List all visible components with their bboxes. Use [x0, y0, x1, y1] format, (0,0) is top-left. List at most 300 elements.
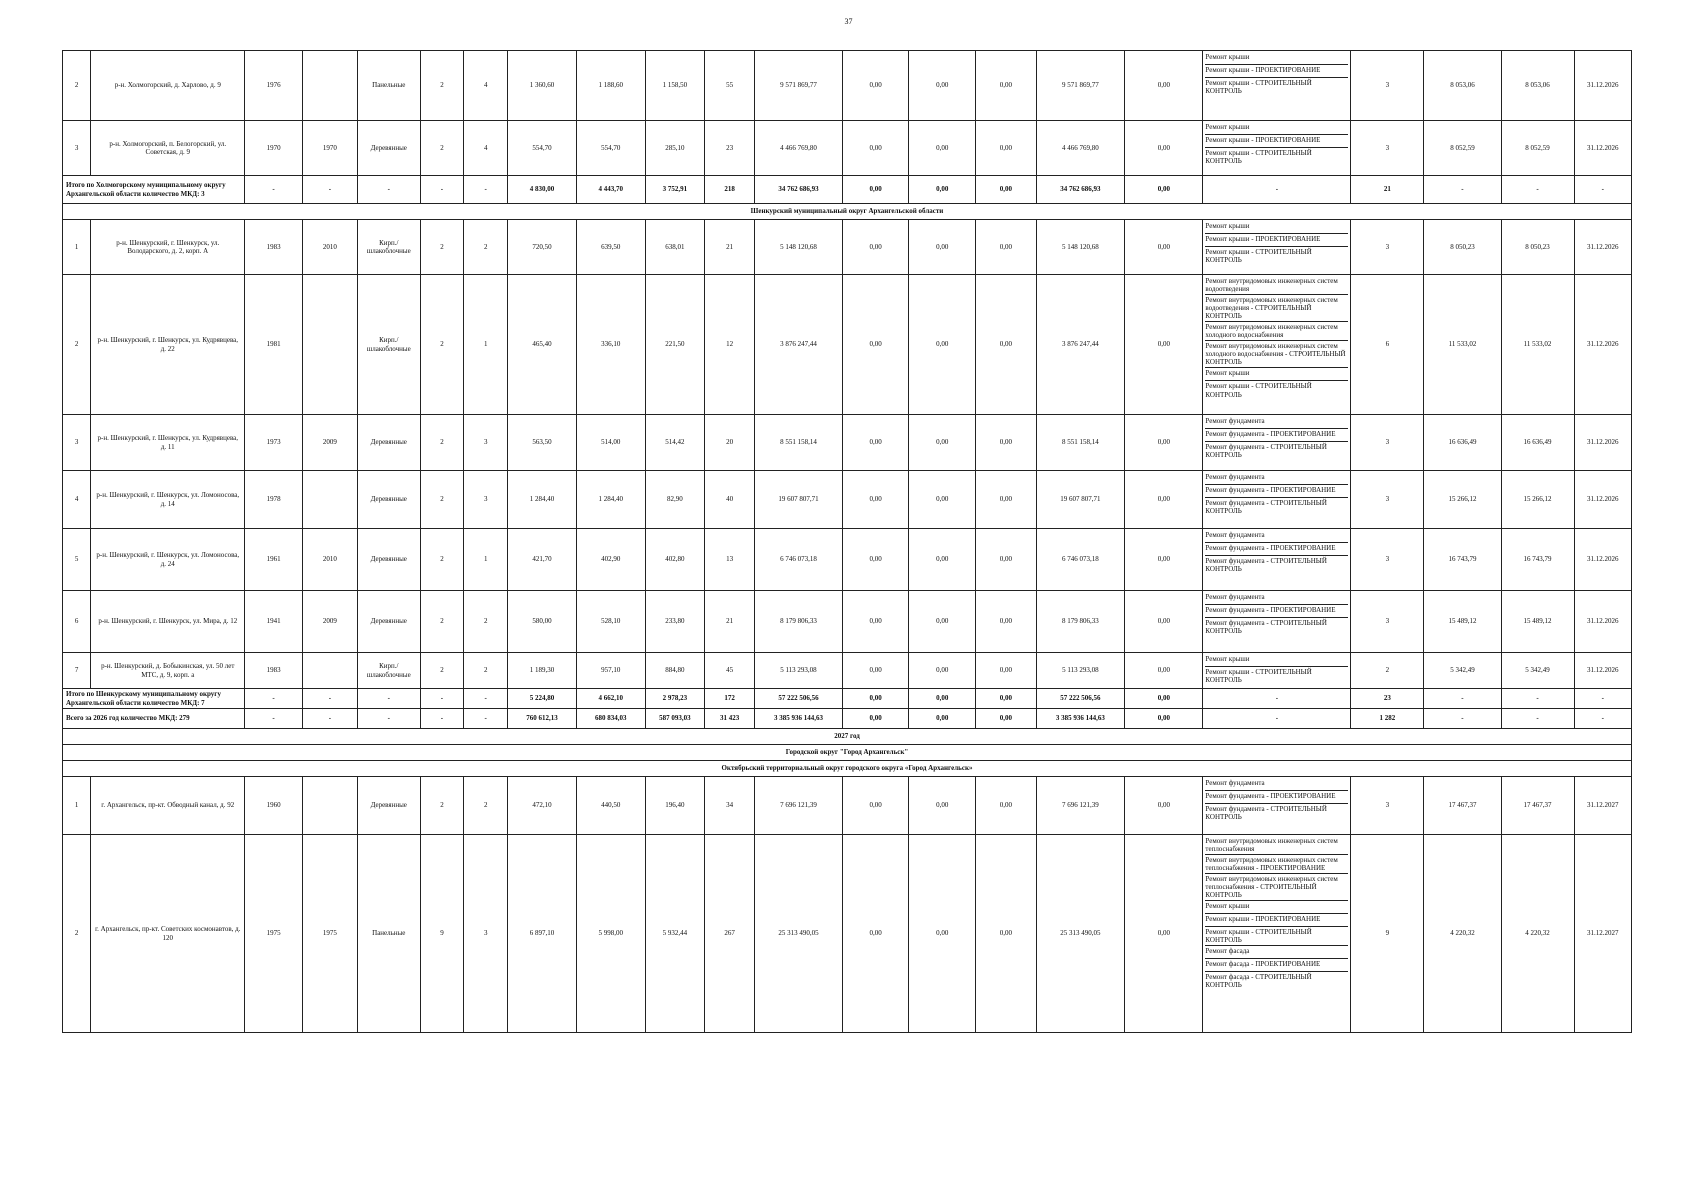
cell-f4: 19 607 807,71	[1036, 471, 1125, 529]
cell-f1: 0,00	[842, 415, 909, 471]
cell-people: 20	[705, 415, 755, 471]
total-label: Всего за 2026 год количество МКД: 279	[63, 709, 245, 729]
cell-year-cap: 2010	[302, 220, 357, 275]
cell-entrances: 2	[464, 653, 508, 689]
row-number: 1	[63, 220, 91, 275]
cell-s-total: 421,70	[508, 529, 577, 591]
unit-cost-limit: 16 636,49	[1424, 415, 1501, 471]
works-list	[1205, 592, 1348, 636]
total-f1: 0,00	[842, 709, 909, 729]
total-f5: 0,00	[1125, 176, 1203, 204]
section-year: 2027 год	[63, 729, 1632, 745]
cell-year-cap: 1975	[302, 835, 357, 1033]
total-f3: 0,00	[976, 689, 1036, 709]
cell-f2: 0,00	[909, 121, 976, 176]
total-dash: -	[245, 176, 302, 204]
total-dash: -	[358, 689, 421, 709]
unit-cost-limit: 15 266,12	[1424, 471, 1501, 529]
total-dash: -	[1501, 176, 1574, 204]
cell-s-total: 563,50	[508, 415, 577, 471]
total-f2: 0,00	[909, 176, 976, 204]
cell-entrances: 4	[464, 51, 508, 121]
cell-entrances: 2	[464, 220, 508, 275]
total-people: 31 423	[705, 709, 755, 729]
work-item: Ремонт фундамента - ПРОЕКТИРОВАНИЕ	[1205, 791, 1348, 804]
total-dash: -	[464, 689, 508, 709]
cell-f4: 25 313 490,05	[1036, 835, 1125, 1033]
cell-f5: 0,00	[1125, 835, 1203, 1033]
cell-f3: 0,00	[976, 591, 1036, 653]
cell-f3: 0,00	[976, 121, 1036, 176]
total-dash: -	[464, 176, 508, 204]
works-count: 3	[1351, 591, 1424, 653]
cell-s-res: 5 932,44	[645, 835, 704, 1033]
total-s-living: 4 662,10	[576, 689, 645, 709]
total-dash: -	[420, 176, 464, 204]
cell-f3: 0,00	[976, 471, 1036, 529]
works-cell	[1203, 529, 1351, 591]
row-number: 2	[63, 835, 91, 1033]
unit-cost-max: 8 052,59	[1501, 121, 1574, 176]
total-f3: 0,00	[976, 709, 1036, 729]
address-cell: г. Архангельск, пр-кт. Обводный канал, д. 92	[91, 777, 245, 835]
cell-floors: 2	[420, 653, 464, 689]
table-row	[63, 591, 1632, 653]
cell-material: Кирп./шлакоблочные	[358, 220, 421, 275]
total-f4: 3 385 936 144,63	[1036, 709, 1125, 729]
cell-f3: 0,00	[976, 415, 1036, 471]
works-list	[1205, 836, 1348, 991]
cell-material: Деревянные	[358, 415, 421, 471]
cell-f2: 0,00	[909, 220, 976, 275]
total-label: Итого по Холмогорскому муниципальному округу Архангельской области количество МКД: 3	[63, 176, 245, 204]
table-row	[63, 777, 1632, 835]
section-shenkursk: Шенкурский муниципальный округ Архангельской области	[63, 204, 1632, 220]
total-s-living: 680 834,03	[576, 709, 645, 729]
cell-f2: 0,00	[909, 835, 976, 1033]
cell-s-living: 440,50	[576, 777, 645, 835]
cell-f5: 0,00	[1125, 51, 1203, 121]
total-s-total: 5 224,80	[508, 689, 577, 709]
total-f1: 0,00	[842, 689, 909, 709]
work-item: Ремонт крыши - СТРОИТЕЛЬНЫЙ КОНТРОЛЬ	[1205, 248, 1312, 265]
work-item: Ремонт внутридомовых инженерных систем теплоснабжения - ПРОЕКТИРОВАНИЕ	[1205, 855, 1348, 874]
total-dash: -	[1424, 689, 1501, 709]
works-count: 2	[1351, 653, 1424, 689]
work-item: Ремонт крыши	[1205, 654, 1348, 667]
completion-date: 31.12.2026	[1574, 275, 1631, 415]
section-district: Октябрьский территориальный округ городского округа «Город Архангельск»	[63, 761, 1632, 777]
table-row	[63, 835, 1632, 1033]
cell-f5: 0,00	[1125, 653, 1203, 689]
table-row	[63, 121, 1632, 176]
total-dash: -	[302, 689, 357, 709]
cell-year-cap	[302, 471, 357, 529]
cell-people: 23	[705, 121, 755, 176]
cell-f2: 0,00	[909, 591, 976, 653]
work-item: Ремонт фундамента - СТРОИТЕЛЬНЫЙ КОНТРОЛЬ	[1205, 805, 1327, 822]
cell-f1: 0,00	[842, 275, 909, 415]
cell-f5: 0,00	[1125, 471, 1203, 529]
cell-s-res: 82,90	[645, 471, 704, 529]
works-count: 3	[1351, 220, 1424, 275]
cell-f4: 7 696 121,39	[1036, 777, 1125, 835]
total-f2: 0,00	[909, 689, 976, 709]
cell-f1: 0,00	[842, 529, 909, 591]
cell-people: 21	[705, 220, 755, 275]
cell-f5: 0,00	[1125, 415, 1203, 471]
works-count: 3	[1351, 51, 1424, 121]
cell-material: Деревянные	[358, 471, 421, 529]
unit-cost-limit: 8 053,06	[1424, 51, 1501, 121]
work-item: Ремонт фундамента	[1205, 472, 1348, 485]
cell-floors: 2	[420, 51, 464, 121]
total-dash: -	[420, 689, 464, 709]
total-dash: -	[245, 689, 302, 709]
works-cell	[1203, 220, 1351, 275]
total-dash: -	[1574, 176, 1631, 204]
page-number: 37	[844, 17, 853, 26]
unit-cost-max: 5 342,49	[1501, 653, 1574, 689]
works-list	[1205, 416, 1348, 460]
cell-s-res: 1 158,50	[645, 51, 704, 121]
works-count: 3	[1351, 777, 1424, 835]
cell-entrances: 1	[464, 275, 508, 415]
works-cell	[1203, 121, 1351, 176]
table-row	[63, 415, 1632, 471]
cell-year-cap	[302, 653, 357, 689]
cell-f4: 9 571 869,77	[1036, 51, 1125, 121]
total-s-res: 3 752,91	[645, 176, 704, 204]
work-item: Ремонт крыши	[1205, 122, 1348, 135]
total-dash: -	[1501, 689, 1574, 709]
cell-f5: 0,00	[1125, 529, 1203, 591]
total-dash: -	[245, 709, 302, 729]
total-f4: 57 222 506,56	[1036, 689, 1125, 709]
works-cell	[1203, 471, 1351, 529]
address-cell: р-н. Шенкурский, г. Шенкурск, ул. Володарского, д. 2, корп. А	[91, 220, 245, 275]
cell-s-total: 580,00	[508, 591, 577, 653]
cell-year-cap: 2009	[302, 591, 357, 653]
unit-cost-limit: 16 743,79	[1424, 529, 1501, 591]
total-s-total: 760 612,13	[508, 709, 577, 729]
cell-f2: 0,00	[909, 415, 976, 471]
cell-year-cap	[302, 51, 357, 121]
address-cell: р-н. Шенкурский, г. Шенкурск, ул. Ломоносова, д. 14	[91, 471, 245, 529]
total-dash: -	[1574, 709, 1631, 729]
row-number: 3	[63, 121, 91, 176]
cell-year: 1961	[245, 529, 302, 591]
cell-year: 1983	[245, 220, 302, 275]
section-row	[63, 729, 1632, 745]
completion-date: 31.12.2027	[1574, 777, 1631, 835]
cell-floors: 2	[420, 529, 464, 591]
cell-f4: 5 113 293,08	[1036, 653, 1125, 689]
total-f3: 0,00	[976, 176, 1036, 204]
address-cell: р-н. Холмогорский, п. Белогорский, ул. Советская, д. 9	[91, 121, 245, 176]
total-f5: 0,00	[1125, 709, 1203, 729]
works-list	[1205, 472, 1348, 516]
cell-s-res: 233,80	[645, 591, 704, 653]
cell-entrances: 3	[464, 835, 508, 1033]
cell-s-total: 1 189,30	[508, 653, 577, 689]
work-item: Ремонт крыши - ПРОЕКТИРОВАНИЕ	[1205, 65, 1348, 78]
cell-cost: 19 607 807,71	[755, 471, 843, 529]
section-row	[63, 761, 1632, 777]
total-dash: -	[302, 176, 357, 204]
cell-material: Деревянные	[358, 591, 421, 653]
cell-s-total: 465,40	[508, 275, 577, 415]
work-item: Ремонт внутридомовых инженерных систем холодного водоснабжения - СТРОИТЕЛЬНЫЙ КОНТРОЛЬ	[1205, 341, 1348, 368]
cell-year: 1960	[245, 777, 302, 835]
cell-cost: 8 551 158,14	[755, 415, 843, 471]
cell-people: 267	[705, 835, 755, 1033]
cell-year: 1941	[245, 591, 302, 653]
cell-floors: 2	[420, 121, 464, 176]
cell-f2: 0,00	[909, 275, 976, 415]
cell-year: 1978	[245, 471, 302, 529]
work-item: Ремонт крыши	[1205, 368, 1348, 381]
total-dash: -	[1424, 709, 1501, 729]
total-f4: 34 762 686,93	[1036, 176, 1125, 204]
work-item: Ремонт крыши - СТРОИТЕЛЬНЫЙ КОНТРОЛЬ	[1205, 79, 1312, 96]
cell-year: 1976	[245, 51, 302, 121]
works-cell	[1203, 415, 1351, 471]
cell-s-total: 472,10	[508, 777, 577, 835]
cell-s-total: 6 897,10	[508, 835, 577, 1033]
table-row	[63, 51, 1632, 121]
total-dash: -	[1203, 709, 1351, 729]
unit-cost-max: 15 266,12	[1501, 471, 1574, 529]
cell-year: 1975	[245, 835, 302, 1033]
cell-material: Панельные	[358, 51, 421, 121]
work-item: Ремонт внутридомовых инженерных систем водоотведения	[1205, 276, 1348, 295]
cell-s-total: 1 360,60	[508, 51, 577, 121]
section-row	[63, 745, 1632, 761]
cell-f2: 0,00	[909, 529, 976, 591]
total-dash: -	[1203, 176, 1351, 204]
cell-cost: 3 876 247,44	[755, 275, 843, 415]
total-s-total: 4 830,00	[508, 176, 577, 204]
work-item: Ремонт фундамента	[1205, 530, 1348, 543]
cell-f4: 6 746 073,18	[1036, 529, 1125, 591]
work-item: Ремонт фундамента - СТРОИТЕЛЬНЫЙ КОНТРОЛЬ	[1205, 499, 1327, 516]
cell-f1: 0,00	[842, 591, 909, 653]
work-item: Ремонт фасада - ПРОЕКТИРОВАНИЕ	[1205, 959, 1348, 972]
work-item: Ремонт крыши - СТРОИТЕЛЬНЫЙ КОНТРОЛЬ	[1205, 382, 1312, 399]
cell-cost: 7 696 121,39	[755, 777, 843, 835]
work-item: Ремонт внутридомовых инженерных систем теплоснабжения	[1205, 836, 1348, 855]
cell-entrances: 2	[464, 777, 508, 835]
completion-date: 31.12.2026	[1574, 415, 1631, 471]
works-count: 9	[1351, 835, 1424, 1033]
works-list	[1205, 221, 1348, 265]
work-item: Ремонт крыши - ПРОЕКТИРОВАНИЕ	[1205, 914, 1348, 927]
total-works-count: 1 282	[1351, 709, 1424, 729]
cell-year: 1981	[245, 275, 302, 415]
total-s-living: 4 443,70	[576, 176, 645, 204]
cell-people: 12	[705, 275, 755, 415]
cell-floors: 2	[420, 777, 464, 835]
works-list	[1205, 276, 1348, 400]
total-f1: 0,00	[842, 176, 909, 204]
cell-f3: 0,00	[976, 220, 1036, 275]
total-f2: 0,00	[909, 709, 976, 729]
cell-s-total: 1 284,40	[508, 471, 577, 529]
unit-cost-limit: 15 489,12	[1424, 591, 1501, 653]
cell-f1: 0,00	[842, 220, 909, 275]
total-people: 172	[705, 689, 755, 709]
unit-cost-limit: 4 220,32	[1424, 835, 1501, 1033]
completion-date: 31.12.2026	[1574, 529, 1631, 591]
work-item: Ремонт крыши - СТРОИТЕЛЬНЫЙ КОНТРОЛЬ	[1205, 927, 1348, 946]
unit-cost-max: 11 533,02	[1501, 275, 1574, 415]
works-count: 3	[1351, 529, 1424, 591]
unit-cost-limit: 8 050,23	[1424, 220, 1501, 275]
work-item: Ремонт крыши - ПРОЕКТИРОВАНИЕ	[1205, 135, 1348, 148]
completion-date: 31.12.2026	[1574, 471, 1631, 529]
work-item: Ремонт крыши	[1205, 221, 1348, 234]
cell-f3: 0,00	[976, 777, 1036, 835]
total-people: 218	[705, 176, 755, 204]
address-cell: р-н. Холмогорский, д. Харлово, д. 9	[91, 51, 245, 121]
works-list	[1205, 122, 1348, 166]
table-row	[63, 471, 1632, 529]
cell-s-living: 5 998,00	[576, 835, 645, 1033]
works-count: 3	[1351, 415, 1424, 471]
cell-cost: 25 313 490,05	[755, 835, 843, 1033]
cell-f2: 0,00	[909, 51, 976, 121]
completion-date: 31.12.2026	[1574, 51, 1631, 121]
cell-f3: 0,00	[976, 51, 1036, 121]
cell-material: Деревянные	[358, 777, 421, 835]
cell-f4: 8 551 158,14	[1036, 415, 1125, 471]
completion-date: 31.12.2026	[1574, 220, 1631, 275]
cell-f1: 0,00	[842, 121, 909, 176]
work-item: Ремонт внутридомовых инженерных систем теплоснабжения - СТРОИТЕЛЬНЫЙ КОНТРОЛЬ	[1205, 874, 1348, 901]
total-cost: 34 762 686,93	[755, 176, 843, 204]
cell-f5: 0,00	[1125, 121, 1203, 176]
cell-floors: 2	[420, 220, 464, 275]
table-row	[63, 220, 1632, 275]
cell-cost: 9 571 869,77	[755, 51, 843, 121]
cell-f3: 0,00	[976, 835, 1036, 1033]
cell-year: 1970	[245, 121, 302, 176]
row-number: 6	[63, 591, 91, 653]
work-item: Ремонт фундамента	[1205, 592, 1348, 605]
total-row	[63, 176, 1632, 204]
cell-s-res: 514,42	[645, 415, 704, 471]
cell-year-cap: 2009	[302, 415, 357, 471]
work-item: Ремонт фундамента - ПРОЕКТИРОВАНИЕ	[1205, 485, 1348, 498]
cell-f5: 0,00	[1125, 591, 1203, 653]
unit-cost-max: 16 743,79	[1501, 529, 1574, 591]
work-item: Ремонт фундамента - СТРОИТЕЛЬНЫЙ КОНТРОЛЬ	[1205, 557, 1327, 574]
cell-material: Деревянные	[358, 529, 421, 591]
cell-cost: 4 466 769,80	[755, 121, 843, 176]
cell-s-living: 639,50	[576, 220, 645, 275]
work-item: Ремонт крыши	[1205, 52, 1348, 65]
row-number: 2	[63, 275, 91, 415]
cell-floors: 2	[420, 275, 464, 415]
capital-repair-table	[62, 50, 1632, 1033]
cell-cost: 5 148 120,68	[755, 220, 843, 275]
cell-people: 40	[705, 471, 755, 529]
cell-f3: 0,00	[976, 529, 1036, 591]
unit-cost-max: 16 636,49	[1501, 415, 1574, 471]
unit-cost-max: 8 050,23	[1501, 220, 1574, 275]
cell-s-res: 402,80	[645, 529, 704, 591]
cell-s-res: 221,50	[645, 275, 704, 415]
work-item: Ремонт фундамента - СТРОИТЕЛЬНЫЙ КОНТРОЛЬ	[1205, 619, 1327, 636]
cell-f4: 3 876 247,44	[1036, 275, 1125, 415]
unit-cost-limit: 8 052,59	[1424, 121, 1501, 176]
cell-f1: 0,00	[842, 653, 909, 689]
work-item: Ремонт фундамента - ПРОЕКТИРОВАНИЕ	[1205, 429, 1348, 442]
works-cell	[1203, 835, 1351, 1033]
works-count: 3	[1351, 471, 1424, 529]
address-cell: р-н. Шенкурский, г. Шенкурск, ул. Ломоносова, д. 24	[91, 529, 245, 591]
cell-entrances: 3	[464, 471, 508, 529]
work-item: Ремонт фасада - СТРОИТЕЛЬНЫЙ КОНТРОЛЬ	[1205, 973, 1312, 990]
cell-cost: 6 746 073,18	[755, 529, 843, 591]
cell-s-total: 720,50	[508, 220, 577, 275]
address-cell: р-н. Шенкурский, г. Шенкурск, ул. Кудрявцева, д. 22	[91, 275, 245, 415]
cell-s-total: 554,70	[508, 121, 577, 176]
row-number: 3	[63, 415, 91, 471]
cell-f1: 0,00	[842, 777, 909, 835]
total-s-res: 2 978,23	[645, 689, 704, 709]
total-works-count: 21	[1351, 176, 1424, 204]
address-cell: р-н. Шенкурский, д. Бобыкинская, ул. 50 лет МТС, д. 9, корп. а	[91, 653, 245, 689]
cell-s-living: 1 284,40	[576, 471, 645, 529]
completion-date: 31.12.2026	[1574, 121, 1631, 176]
cell-people: 34	[705, 777, 755, 835]
cell-s-res: 884,80	[645, 653, 704, 689]
works-list	[1205, 530, 1348, 574]
cell-cost: 8 179 806,33	[755, 591, 843, 653]
total-dash: -	[420, 709, 464, 729]
cell-f2: 0,00	[909, 471, 976, 529]
cell-entrances: 1	[464, 529, 508, 591]
total-dash: -	[464, 709, 508, 729]
address-cell: р-н. Шенкурский, г. Шенкурск, ул. Мира, д. 12	[91, 591, 245, 653]
table-row	[63, 275, 1632, 415]
cell-floors: 2	[420, 591, 464, 653]
cell-s-living: 514,00	[576, 415, 645, 471]
cell-f2: 0,00	[909, 653, 976, 689]
address-cell: г. Архангельск, пр-кт. Советских космонавтов, д. 120	[91, 835, 245, 1033]
total-row	[63, 709, 1632, 729]
row-number: 4	[63, 471, 91, 529]
cell-s-living: 957,10	[576, 653, 645, 689]
cell-s-res: 638,01	[645, 220, 704, 275]
total-dash: -	[1203, 689, 1351, 709]
unit-cost-limit: 17 467,37	[1424, 777, 1501, 835]
cell-f1: 0,00	[842, 835, 909, 1033]
cell-floors: 2	[420, 415, 464, 471]
cell-f4: 4 466 769,80	[1036, 121, 1125, 176]
total-dash: -	[1424, 176, 1501, 204]
cell-entrances: 4	[464, 121, 508, 176]
row-number: 1	[63, 777, 91, 835]
works-count: 3	[1351, 121, 1424, 176]
cell-f2: 0,00	[909, 777, 976, 835]
total-label: Итого по Шенкурскому муниципальному округу Архангельской области количество МКД: 7	[63, 689, 245, 709]
total-s-res: 587 093,03	[645, 709, 704, 729]
cell-f4: 5 148 120,68	[1036, 220, 1125, 275]
total-dash: -	[1501, 709, 1574, 729]
